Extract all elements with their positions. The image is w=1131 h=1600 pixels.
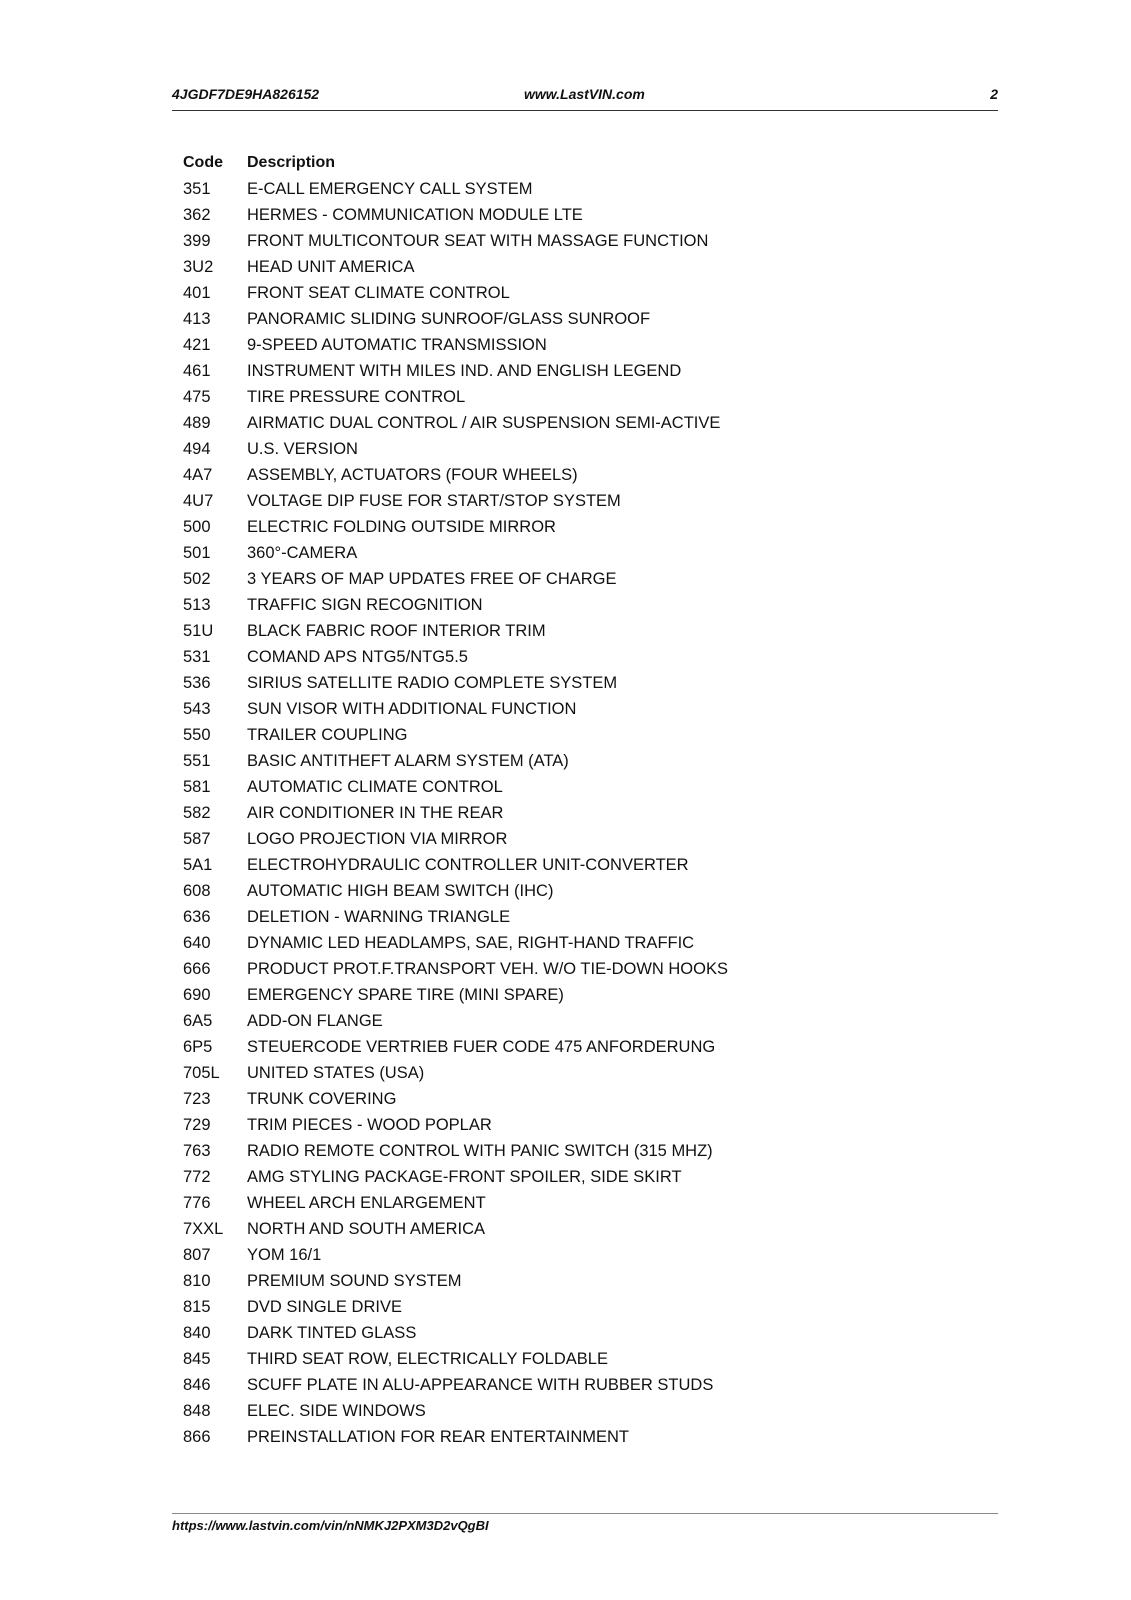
- option-description: COMAND APS NTG5/NTG5.5: [247, 648, 468, 666]
- option-code: 502: [183, 570, 211, 588]
- table-row: [183, 1008, 728, 1034]
- option-description: ELECTRIC FOLDING OUTSIDE MIRROR: [247, 518, 556, 536]
- table-body: [183, 176, 728, 1450]
- column-header-code: Code: [183, 154, 223, 171]
- table-row: [183, 1398, 728, 1424]
- table-row: [183, 1138, 728, 1164]
- option-code: 587: [183, 830, 211, 848]
- option-description: HEAD UNIT AMERICA: [247, 258, 415, 276]
- option-code: 461: [183, 362, 211, 380]
- option-description: DELETION - WARNING TRIANGLE: [247, 908, 511, 926]
- option-code: 551: [183, 752, 211, 770]
- option-description: STEUERCODE VERTRIEB FUER CODE 475 ANFORDERUNG: [247, 1038, 716, 1056]
- option-description: DVD SINGLE DRIVE: [247, 1298, 402, 1316]
- option-description: TRIM PIECES - WOOD POPLAR: [247, 1116, 492, 1134]
- option-description: UNITED STATES (USA): [247, 1064, 425, 1082]
- option-code: 690: [183, 986, 211, 1004]
- table-row: [183, 462, 728, 488]
- option-description: WHEEL ARCH ENLARGEMENT: [247, 1194, 486, 1212]
- option-code: 4U7: [183, 492, 214, 510]
- option-code: 666: [183, 960, 211, 978]
- option-code: 640: [183, 934, 211, 952]
- option-description: AIR CONDITIONER IN THE REAR: [247, 804, 504, 822]
- option-code: 866: [183, 1428, 211, 1446]
- table-row: [183, 202, 728, 228]
- option-description: AMG STYLING PACKAGE-FRONT SPOILER, SIDE SKIRT: [247, 1168, 682, 1186]
- footer-url: https://www.lastvin.com/vin/nNMKJ2PXM3D2vQgBI: [172, 1518, 489, 1533]
- option-description: 9-SPEED AUTOMATIC TRANSMISSION: [247, 336, 547, 354]
- option-description: DYNAMIC LED HEADLAMPS, SAE, RIGHT-HAND TRAFFIC: [247, 934, 695, 952]
- table-row: [183, 956, 728, 982]
- table-row: [183, 176, 728, 202]
- option-description: E-CALL EMERGENCY CALL SYSTEM: [247, 180, 533, 198]
- option-code: 501: [183, 544, 211, 562]
- page-footer: [172, 1513, 998, 1533]
- table-row: [183, 774, 728, 800]
- option-description: YOM 16/1: [247, 1246, 322, 1264]
- page-number: 2: [990, 86, 998, 102]
- table-row: [183, 1216, 728, 1242]
- option-code: 581: [183, 778, 211, 796]
- option-code: 489: [183, 414, 211, 432]
- option-code: 399: [183, 232, 211, 250]
- option-code: 536: [183, 674, 211, 692]
- option-code: 815: [183, 1298, 211, 1316]
- table-row: [183, 1294, 728, 1320]
- table-row: [183, 696, 728, 722]
- table-row: [183, 1268, 728, 1294]
- option-description: INSTRUMENT WITH MILES IND. AND ENGLISH LEGEND: [247, 362, 682, 380]
- option-description: PREMIUM SOUND SYSTEM: [247, 1272, 462, 1290]
- option-description: THIRD SEAT ROW, ELECTRICALLY FOLDABLE: [247, 1350, 608, 1368]
- option-code: 6P5: [183, 1038, 213, 1056]
- option-code: 772: [183, 1168, 211, 1186]
- option-code: 475: [183, 388, 211, 406]
- option-code: 500: [183, 518, 211, 536]
- option-description: SUN VISOR WITH ADDITIONAL FUNCTION: [247, 700, 577, 718]
- table-row: [183, 1190, 728, 1216]
- option-description: LOGO PROJECTION VIA MIRROR: [247, 830, 508, 848]
- option-code: 763: [183, 1142, 211, 1160]
- option-description: VOLTAGE DIP FUSE FOR START/STOP SYSTEM: [247, 492, 621, 510]
- table-row: [183, 566, 728, 592]
- table-row: [183, 488, 728, 514]
- table-row: [183, 644, 728, 670]
- option-code: 351: [183, 180, 211, 198]
- option-description: DARK TINTED GLASS: [247, 1324, 417, 1342]
- option-code: 7XXL: [183, 1220, 224, 1238]
- table-header-row: [183, 150, 728, 176]
- table-row: [183, 748, 728, 774]
- option-code: 513: [183, 596, 211, 614]
- option-description: SIRIUS SATELLITE RADIO COMPLETE SYSTEM: [247, 674, 618, 692]
- option-description: TRAILER COUPLING: [247, 726, 408, 744]
- option-description: HERMES - COMMUNICATION MODULE LTE: [247, 206, 583, 224]
- option-code: 401: [183, 284, 211, 302]
- option-code: 5A1: [183, 856, 213, 874]
- table-row: [183, 592, 728, 618]
- table-row: [183, 1242, 728, 1268]
- option-description: ADD-ON FLANGE: [247, 1012, 383, 1030]
- option-code: 550: [183, 726, 211, 744]
- option-code: 776: [183, 1194, 211, 1212]
- option-description: FRONT SEAT CLIMATE CONTROL: [247, 284, 510, 302]
- option-description: SCUFF PLATE IN ALU-APPEARANCE WITH RUBBER STUDS: [247, 1376, 714, 1394]
- option-description: U.S. VERSION: [247, 440, 358, 458]
- option-description: BLACK FABRIC ROOF INTERIOR TRIM: [247, 622, 546, 640]
- option-code: 705L: [183, 1064, 220, 1082]
- option-code: 413: [183, 310, 211, 328]
- option-description: ELECTROHYDRAULIC CONTROLLER UNIT-CONVERTER: [247, 856, 689, 874]
- option-code: 845: [183, 1350, 211, 1368]
- header-site: www.LastVIN.com: [524, 86, 645, 102]
- option-description: ASSEMBLY, ACTUATORS (FOUR WHEELS): [247, 466, 578, 484]
- option-code: 810: [183, 1272, 211, 1290]
- option-description: TRAFFIC SIGN RECOGNITION: [247, 596, 483, 614]
- option-description: 360°-CAMERA: [247, 544, 358, 562]
- table-row: [183, 514, 728, 540]
- option-code: 608: [183, 882, 211, 900]
- option-description: EMERGENCY SPARE TIRE (MINI SPARE): [247, 986, 564, 1004]
- table-row: [183, 436, 728, 462]
- table-row: [183, 1164, 728, 1190]
- option-description: 3 YEARS OF MAP UPDATES FREE OF CHARGE: [247, 570, 617, 588]
- option-description: TIRE PRESSURE CONTROL: [247, 388, 466, 406]
- option-code: 582: [183, 804, 211, 822]
- option-description: FRONT MULTICONTOUR SEAT WITH MASSAGE FUNCTION: [247, 232, 709, 250]
- table-row: [183, 930, 728, 956]
- page-header: [172, 86, 998, 111]
- option-description: TRUNK COVERING: [247, 1090, 397, 1108]
- table-row: [183, 540, 728, 566]
- table-row: [183, 306, 728, 332]
- table-row: [183, 254, 728, 280]
- table-row: [183, 1112, 728, 1138]
- option-code: 543: [183, 700, 211, 718]
- table-row: [183, 358, 728, 384]
- option-code: 421: [183, 336, 211, 354]
- option-code: 51U: [183, 622, 214, 640]
- table-row: [183, 1424, 728, 1450]
- option-description: AUTOMATIC HIGH BEAM SWITCH (IHC): [247, 882, 554, 900]
- table-row: [183, 618, 728, 644]
- option-code: 494: [183, 440, 211, 458]
- table-row: [183, 800, 728, 826]
- option-code: 3U2: [183, 258, 214, 276]
- option-code: 846: [183, 1376, 211, 1394]
- option-code: 723: [183, 1090, 211, 1108]
- option-description: BASIC ANTITHEFT ALARM SYSTEM (ATA): [247, 752, 569, 770]
- table-row: [183, 826, 728, 852]
- option-code: 531: [183, 648, 211, 666]
- table-row: [183, 878, 728, 904]
- table-row: [183, 1346, 728, 1372]
- option-code: 362: [183, 206, 211, 224]
- table-row: [183, 852, 728, 878]
- option-description: PRODUCT PROT.F.TRANSPORT VEH. W/O TIE-DOWN HOOKS: [247, 960, 728, 978]
- table-row: [183, 384, 728, 410]
- table-row: [183, 1320, 728, 1346]
- option-description: PREINSTALLATION FOR REAR ENTERTAINMENT: [247, 1428, 629, 1446]
- option-code-table: [183, 150, 728, 1450]
- table-row: [183, 1372, 728, 1398]
- table-row: [183, 332, 728, 358]
- table-row: [183, 280, 728, 306]
- table-row: [183, 982, 728, 1008]
- table-row: [183, 1034, 728, 1060]
- option-code: 807: [183, 1246, 211, 1264]
- table-row: [183, 904, 728, 930]
- table-row: [183, 1060, 728, 1086]
- option-description: AIRMATIC DUAL CONTROL / AIR SUSPENSION SEMI-ACTIVE: [247, 414, 721, 432]
- option-description: NORTH AND SOUTH AMERICA: [247, 1220, 486, 1238]
- option-description: ELEC. SIDE WINDOWS: [247, 1402, 426, 1420]
- option-description: PANORAMIC SLIDING SUNROOF/GLASS SUNROOF: [247, 310, 651, 328]
- table-row: [183, 722, 728, 748]
- table-row: [183, 410, 728, 436]
- table-row: [183, 670, 728, 696]
- option-description: RADIO REMOTE CONTROL WITH PANIC SWITCH (315 MHZ): [247, 1142, 713, 1160]
- option-code: 840: [183, 1324, 211, 1342]
- option-description: AUTOMATIC CLIMATE CONTROL: [247, 778, 503, 796]
- column-header-description: Description: [247, 154, 336, 171]
- option-code: 848: [183, 1402, 211, 1420]
- option-code: 729: [183, 1116, 211, 1134]
- option-code: 636: [183, 908, 211, 926]
- option-code: 4A7: [183, 466, 213, 484]
- table-row: [183, 1086, 728, 1112]
- header-vin: 4JGDF7DE9HA826152: [172, 86, 320, 102]
- option-code: 6A5: [183, 1012, 213, 1030]
- table-row: [183, 228, 728, 254]
